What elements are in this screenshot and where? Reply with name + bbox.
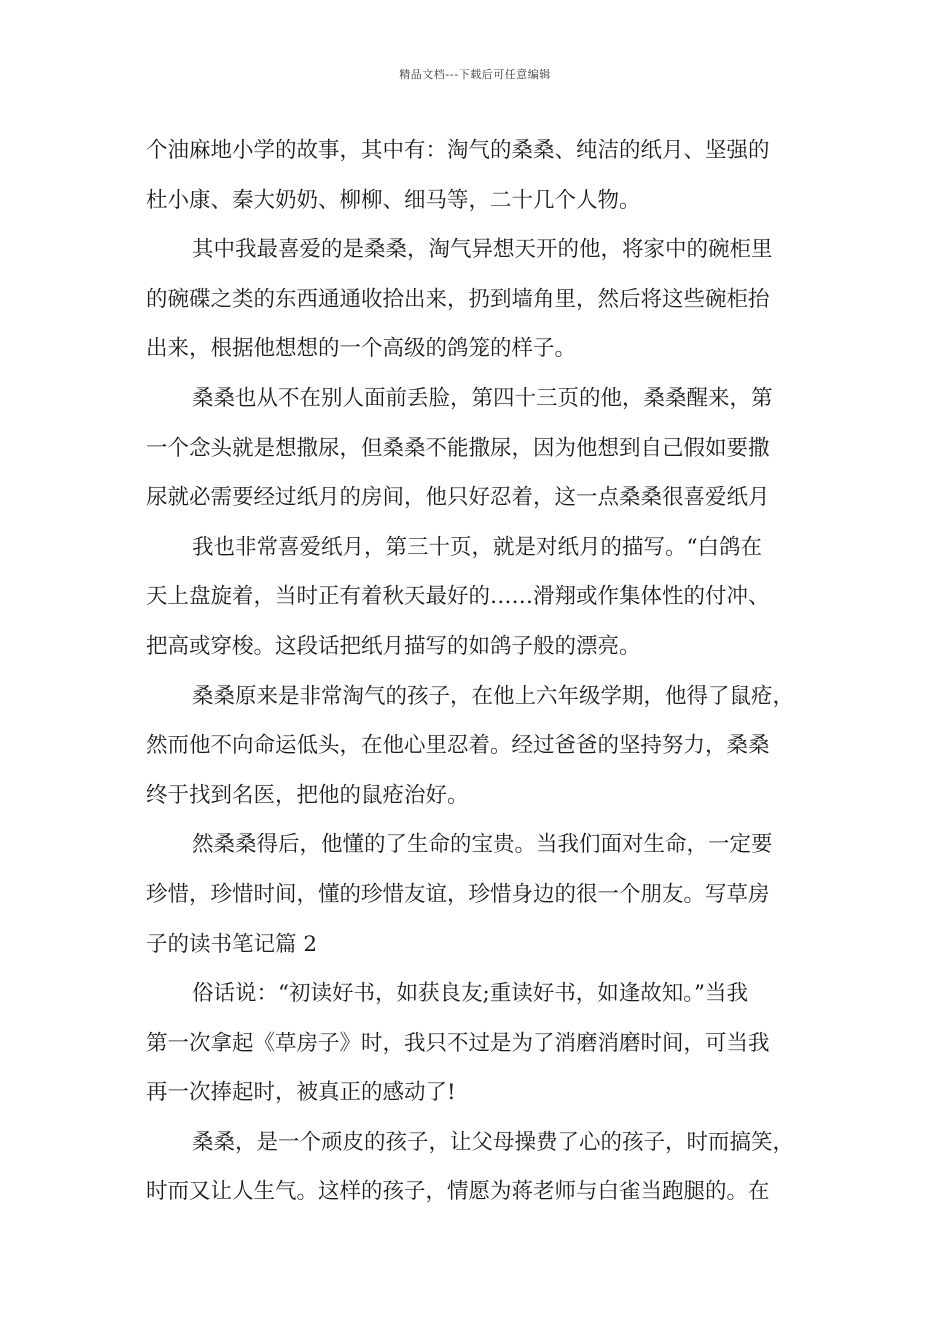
text-line: 杜小康、秦大奶奶、柳柳、细马等，二十几个人物。 bbox=[146, 187, 641, 213]
text-line: 天上盘旋着，当时正有着秋天最好的……滑翔或作集体性的付冲、 bbox=[146, 584, 770, 610]
text-line: 一个念头就是想撒尿，但桑桑不能撒尿，因为他想到自己假如要撒 bbox=[146, 435, 770, 461]
text-line: 然而他不向命运低头，在他心里忍着。经过爸爸的坚持努力，桑桑 bbox=[146, 733, 770, 759]
text-line: 第一次拿起《草房子》时，我只不过是为了消磨消磨时间，可当我 bbox=[146, 1030, 770, 1056]
text-line: 出来，根据他想想的一个高级的鸽笼的样子。 bbox=[146, 336, 577, 362]
body-text bbox=[146, 126, 836, 1217]
text-line: 子的读书笔记篇 2 bbox=[146, 931, 318, 957]
text-line: 我也非常喜爱纸月，第三十页，就是对纸月的描写。“白鸽在 bbox=[192, 534, 762, 560]
text-line: 把高或穿梭。这段话把纸月描写的如鸽子般的漂亮。 bbox=[146, 633, 641, 659]
text-line: 时而又让人生气。这样的孩子，情愿为蒋老师与白雀当跑腿的。在 bbox=[146, 1179, 770, 1205]
text-line: 然桑桑得后，他懂的了生命的宝贵。当我们面对生命，一定要 bbox=[192, 832, 773, 858]
text-line: 俗话说：“初读好书，如获良友;重读好书，如逢故知。”当我 bbox=[192, 981, 748, 1007]
text-line: 的碗碟之类的东西通通收拾出来，扔到墙角里，然后将这些碗柜抬 bbox=[146, 286, 770, 312]
text-line: 尿就必需要经过纸月的房间，他只好忍着，这一点桑桑很喜爱纸月 bbox=[146, 485, 770, 511]
text-line: 再一次捧起时，被真正的感动了! bbox=[146, 1080, 456, 1106]
text-line: 桑桑原来是非常淘气的孩子，在他上六年级学期，他得了鼠疮， bbox=[192, 683, 795, 709]
text-line: 桑桑也从不在别人面前丢脸，第四十三页的他，桑桑醒来，第 bbox=[192, 385, 773, 411]
text-line: 终于找到名医，把他的鼠疮治好。 bbox=[146, 782, 469, 808]
text-line: 个油麻地小学的故事，其中有：淘气的桑桑、纯洁的纸月、坚强的 bbox=[146, 138, 770, 163]
running-header: 精品文档---下载后可任意编辑 bbox=[399, 68, 551, 81]
text-line: 桑桑，是一个顽皮的孩子，让父母操费了心的孩子，时而搞笑， bbox=[192, 1129, 795, 1155]
text-line: 其中我最喜爱的是桑桑，淘气异想天开的他，将家中的碗柜里 bbox=[192, 237, 773, 263]
text-line: 珍惜，珍惜时间，懂的珍惜友谊，珍惜身边的很一个朋友。写草房 bbox=[146, 881, 770, 907]
